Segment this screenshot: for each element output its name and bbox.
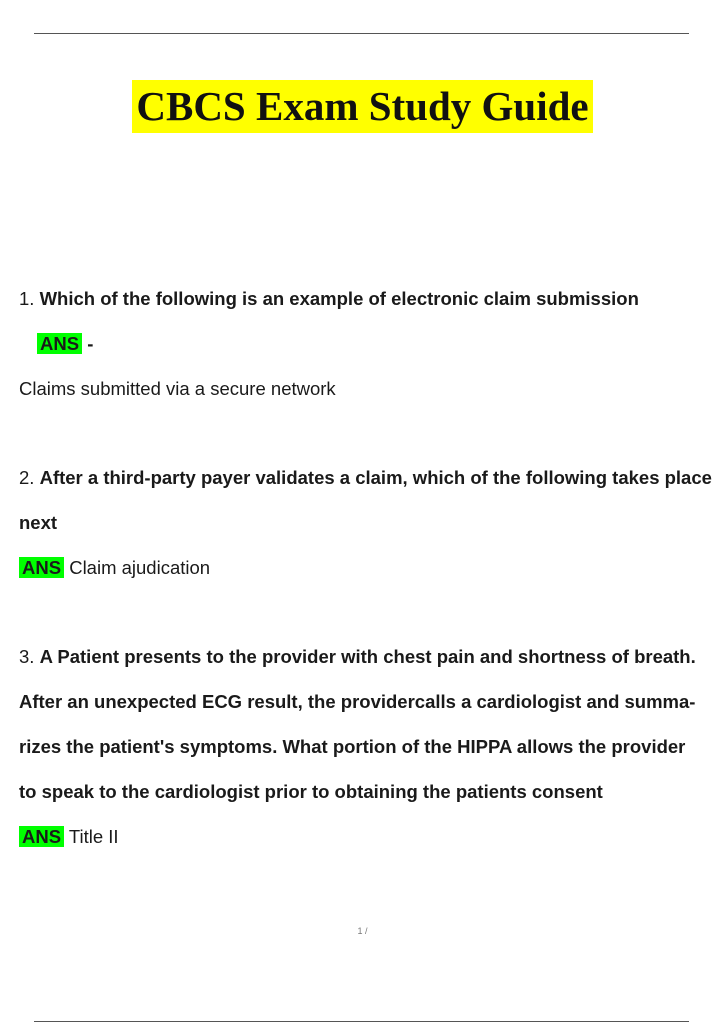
question-text: rizes the patient's symptoms. What portion of the HIPPA allows the provider [19, 736, 686, 757]
ans-dash: - [82, 333, 94, 354]
bottom-rule [34, 1021, 689, 1022]
question-text: A Patient presents to the provider with chest pain and shortness of breath. [39, 646, 696, 667]
answer-line [19, 545, 725, 590]
question-block-2 [19, 455, 725, 590]
question-block-3 [19, 634, 725, 859]
ans-label: ANS [37, 333, 82, 354]
question-text: Which of the following is an example of electronic claim submission [39, 288, 639, 309]
answer-text: Claim ajudication [69, 557, 211, 578]
question-number: 1. [19, 288, 35, 309]
answer-text: Title II [68, 826, 119, 847]
ans-label: ANS [19, 826, 64, 847]
question-line [19, 500, 725, 545]
question-block-1 [19, 276, 725, 411]
question-text: to speak to the cardiologist prior to obtaining the patients consent [19, 781, 603, 802]
question-line [19, 679, 725, 724]
question-line [19, 455, 725, 500]
question-text: next [19, 512, 58, 533]
question-line [19, 634, 725, 679]
answer-line [19, 814, 725, 859]
answer-text: Claims submitted via a secure network [19, 378, 336, 399]
question-line [19, 276, 725, 321]
question-line [19, 724, 725, 769]
answer-label-line [19, 321, 725, 366]
top-rule [34, 33, 689, 34]
answer-line [19, 366, 725, 411]
question-text: After a third-party payer validates a claim, which of the following takes place [39, 467, 712, 488]
question-number: 2. [19, 467, 35, 488]
question-number: 3. [19, 646, 35, 667]
question-line [19, 769, 725, 814]
page-number: 1 / [357, 926, 368, 936]
title-container [0, 80, 725, 133]
ans-label: ANS [19, 557, 64, 578]
document-title: CBCS Exam Study Guide [132, 80, 592, 133]
question-text: After an unexpected ECG result, the providercalls a cardiologist and summa- [19, 691, 696, 712]
